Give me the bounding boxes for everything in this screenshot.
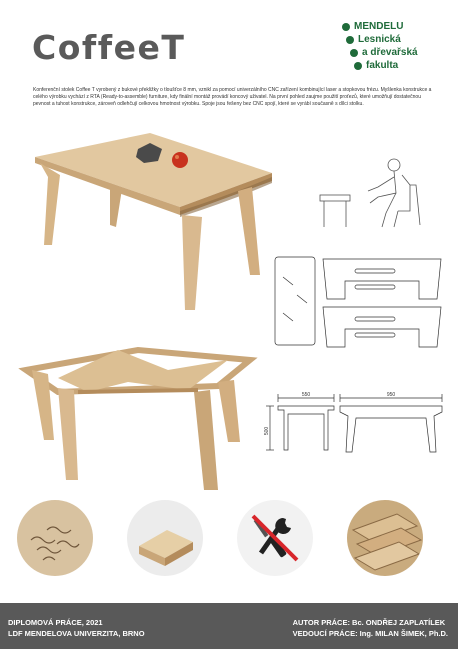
- table-photo-frame: [18, 330, 258, 495]
- footer-thesis-year: DIPLOMOVÁ PRÁCE, 2021: [8, 618, 103, 627]
- mendelu-logo: [342, 21, 450, 73]
- logo-dot-icon: [354, 62, 362, 70]
- logo-text-1: MENDELU: [354, 21, 404, 32]
- project-description: Konferenční stolek Coffee T vyrobený z bukové překližky o tloušťce 8 mm, vznikl za pomocí univerzálního CNC zařízení kombinující laser a stopkovou frézu. Myšlenka konstrukce a celého výrobku vychází z RTA (Ready-to-assemble) furniture, kdy finální montáž provádí koncový uživatel. Na první pohled zaujme použití proťezů, které umožňují dostatečnou pevnost a tuhost konstrukce, zároveň odlehčují celkovou hmotnost výrobku. Spoje jsou řešeny bez CNC spojí, které se vyrábí současně s dílci stolku.: [33, 87, 432, 107]
- circle-no-tools: [237, 500, 313, 576]
- footer-author: AUTOR PRÁCE: Bc. ONDŘEJ ZAPLATÍLEK: [292, 618, 446, 627]
- footer-right: [293, 617, 448, 639]
- logo-line-4: [342, 60, 450, 73]
- logo-dot-icon: [342, 23, 350, 31]
- circle-material-stack: [347, 500, 423, 576]
- footer-bar: [0, 603, 458, 649]
- footer-supervisor: VEDOUCÍ PRÁCE: Ing. MILAN ŠIMEK, Ph.D.: [292, 629, 448, 638]
- logo-line-3: [342, 47, 450, 60]
- logo-text-3: a dřevařská: [362, 47, 418, 58]
- logo-dot-icon: [346, 36, 354, 44]
- no-tools-icon: [253, 516, 297, 560]
- dim-height-label: 500: [264, 426, 270, 436]
- dimension-drawing: [264, 388, 446, 468]
- poster-title: CoffeeT: [32, 28, 186, 67]
- footer-university: LDF MENDELOVA UNIVERZITA, BRNO: [8, 629, 145, 638]
- circle-laser-cut-parts: [17, 500, 93, 576]
- ergonomic-sketch: [316, 155, 426, 235]
- logo-line-2: [342, 34, 450, 47]
- dim-width-label: 550: [301, 392, 311, 398]
- footer-left: [8, 617, 145, 639]
- logo-dot-icon: [350, 49, 358, 57]
- cutting-plan-drawing: [273, 255, 443, 355]
- logo-text-2: Lesnická: [358, 34, 401, 45]
- dim-length-label: 950: [386, 392, 396, 398]
- table-photo-assembled: [30, 125, 275, 315]
- logo-text-4: fakulta: [366, 60, 399, 71]
- circle-flat-pack: [127, 500, 203, 576]
- logo-line-1: [342, 21, 450, 34]
